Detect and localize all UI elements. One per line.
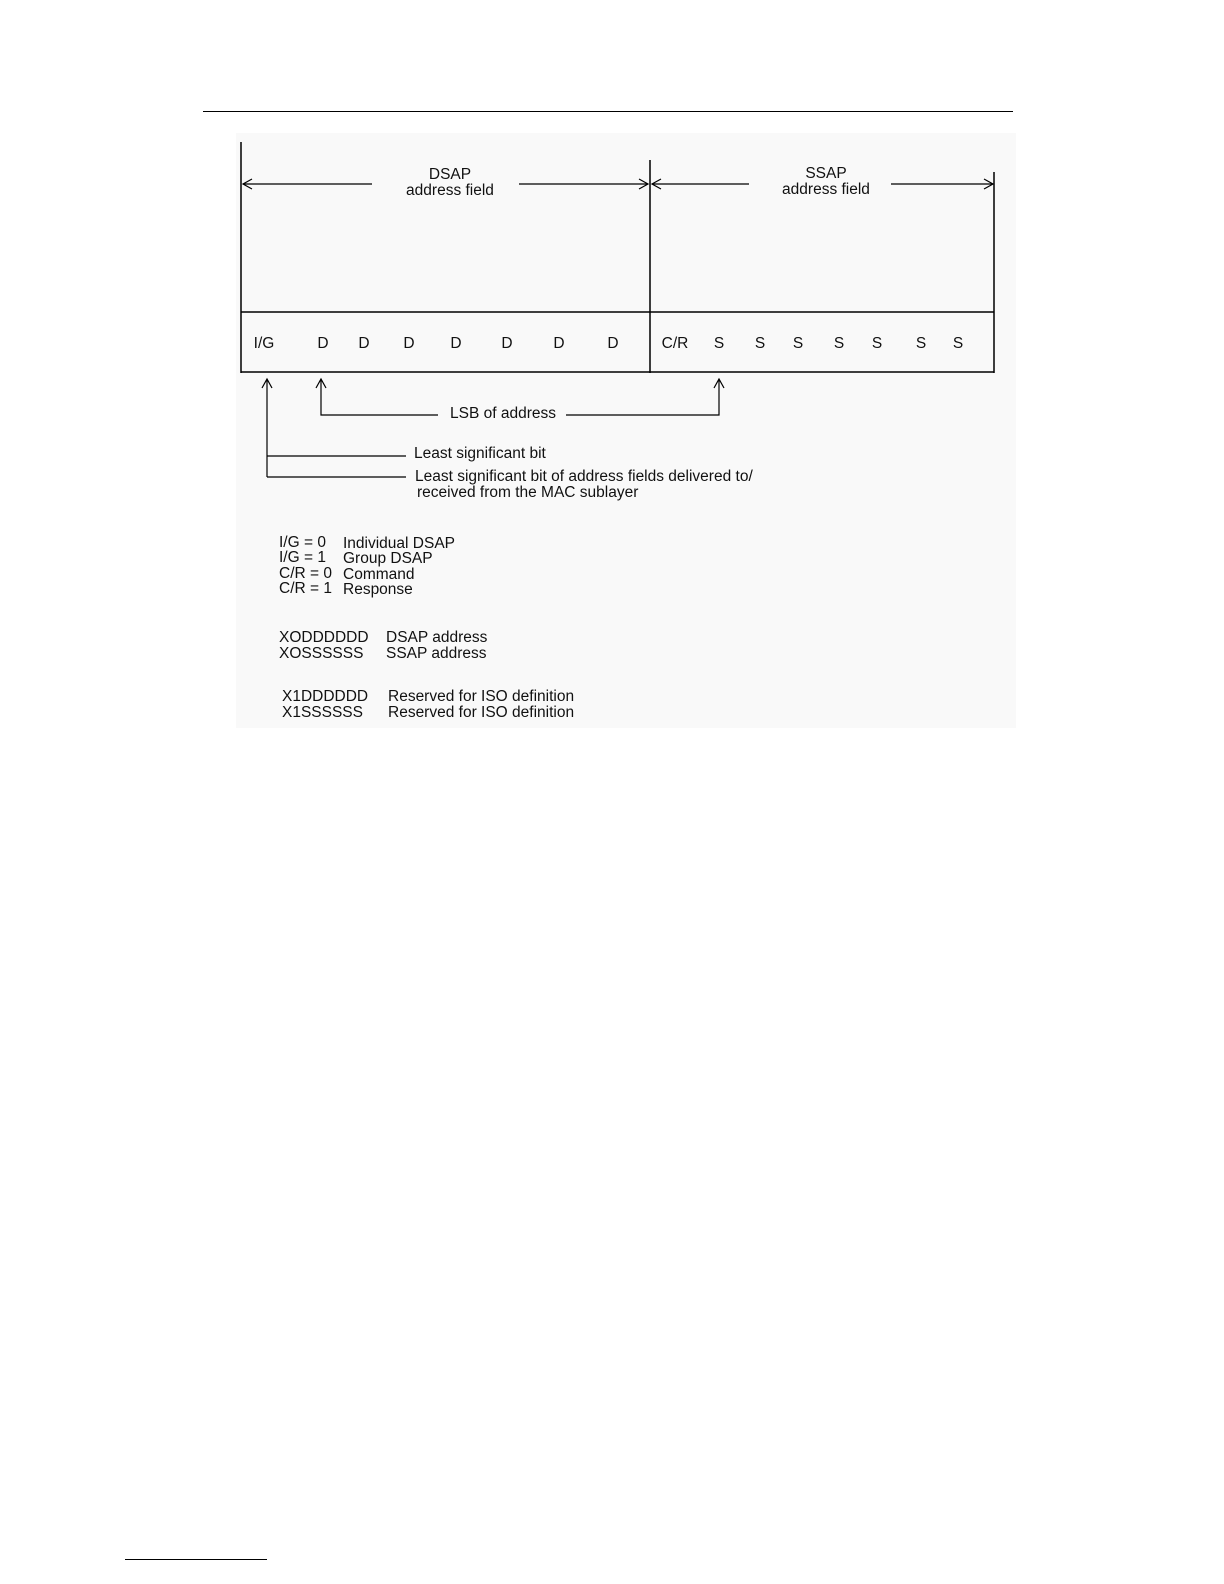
legend-code: XODDDDDD [279,629,369,646]
ssap-bit: S [915,335,927,352]
dsap-bit: D [553,335,565,352]
legend-code: C/R = 0 [279,565,332,582]
legend-code: C/R = 1 [279,580,332,597]
legend-desc: DSAP address [386,629,488,646]
dsap-bit: D [607,335,619,352]
delivered-label-line2: received from the MAC sublayer [417,484,639,501]
ssap-bit: S [754,335,766,352]
legend-code: X1DDDDDD [282,688,369,705]
legend-code: I/G = 1 [279,549,326,566]
legend-row [279,645,487,662]
ssap-bit: S [792,335,804,352]
ssap-subtitle: address field [782,181,870,198]
lsb-bracket-left [321,379,438,415]
ssap-bit: S [713,335,725,352]
dsap-bit: D [450,335,462,352]
ssap-bit: S [833,335,845,352]
legend-row [282,704,575,721]
ssap-bit: S [871,335,883,352]
ssap-title: SSAP [805,165,847,182]
dsap-bit: D [317,335,329,352]
legend-desc: Command [343,566,415,583]
legend-desc: SSAP address [386,645,487,662]
dsap-subtitle: address field [406,182,494,199]
legend-desc: Group DSAP [343,550,433,567]
legend-desc: Individual DSAP [343,535,456,552]
address-field-diagram [0,0,1224,760]
legend-desc: Response [343,581,413,598]
dsap-title: DSAP [428,166,472,183]
lsb-label: LSB of address [450,405,556,422]
dsap-bit: I/G [253,335,275,352]
legend-code: X1SSSSSS [282,704,363,721]
footnote-rule [125,1559,267,1560]
legend-row [282,688,575,705]
legend-code: XOSSSSSS [279,645,364,662]
lsb-bracket-right [566,379,719,415]
legend-row [279,549,433,567]
delivered-label-line1: Least significant bit of address fields delivered to/ [415,468,753,485]
legend-row [279,580,413,598]
ssap-bit: S [952,335,964,352]
lsbit-label: Least significant bit [414,445,546,462]
ssap-bit: C/R [661,335,689,352]
dsap-bit: D [403,335,415,352]
dsap-bit: D [358,335,370,352]
legend-code: I/G = 0 [279,534,326,551]
legend-row [279,629,488,646]
legend-desc: Reserved for ISO definition [388,704,575,721]
dsap-bit: D [501,335,513,352]
legend-desc: Reserved for ISO definition [388,688,575,705]
